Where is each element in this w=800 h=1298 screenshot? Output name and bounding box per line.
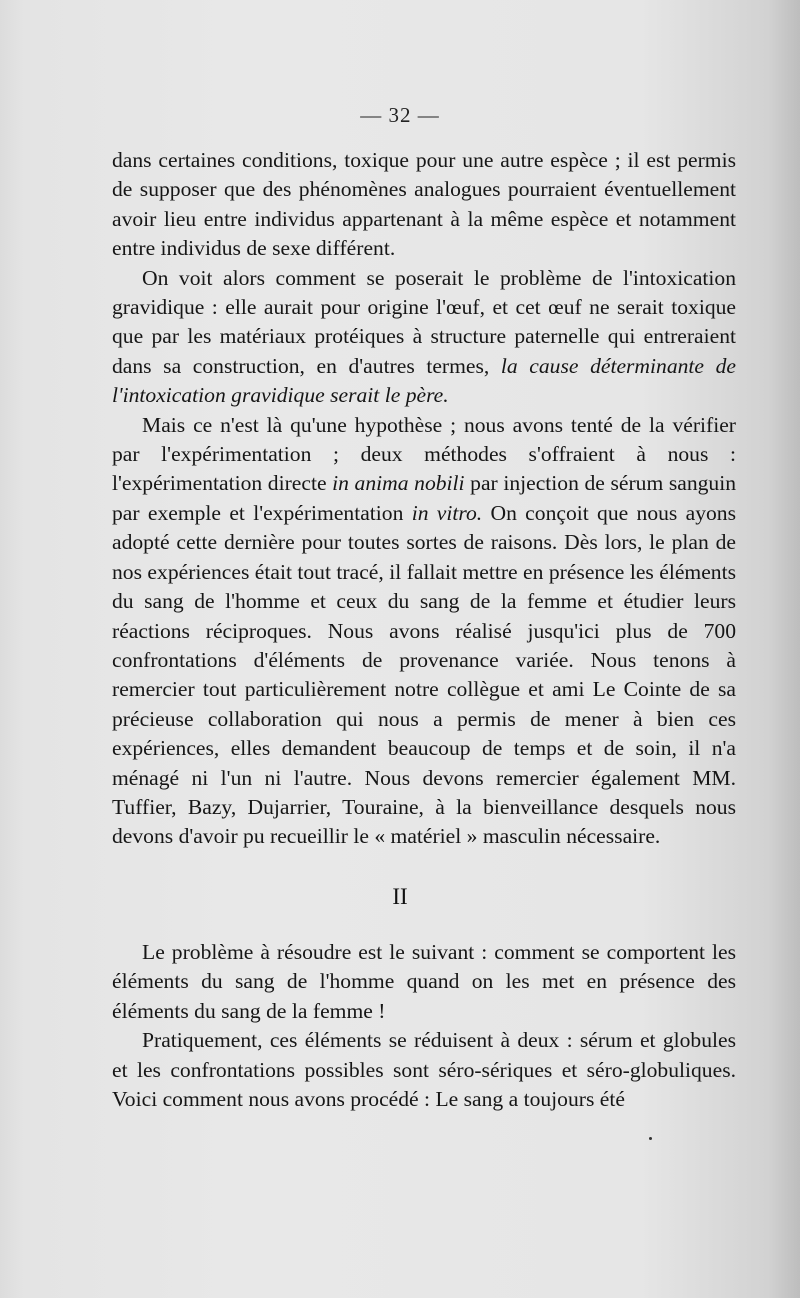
text-block-upper bbox=[112, 146, 736, 852]
section-heading: II bbox=[392, 884, 408, 909]
paragraph-3-text-c: On conçoit que nous ayons adopté cette dernière pour toutes sortes de raisons. Dès lors, le plan de nos expériences était tout tracé, il fallait mettre en présence les éléments du sang de l'homme et ceux du sang de la femme et étudier leurs réactions réciproques. Nous avons réalisé jusqu'ici plus de 700 confrontations d'éléments de provenance variée. Nous tenons à remercier tout particulièrement notre collègue et ami Le Cointe de sa précieuse collaboration qui nous a permis de mener à bien ces expériences, elles demandent beaucoup de temps et de soin, il n'a ménagé ni l'un ni l'autre. Nous devons remercier également MM. Tuffier, Bazy, Dujarrier, Touraine, à la bienveillance desquels nous devons d'avoir pu recueillir le « matériel » masculin nécessaire. bbox=[112, 500, 736, 849]
paragraph-3-text-b: par injection de sérum sanguin par exemple et l'expérimentation bbox=[112, 471, 737, 525]
paragraph-3 bbox=[112, 411, 736, 852]
page-number: — 32 — bbox=[360, 103, 440, 127]
paragraph-4: Le problème à résoudre est le suivant : comment se comportent les éléments du sang de l'homme quand on les met en présence des éléments du sang de la femme ! bbox=[112, 940, 736, 1023]
paragraph-3-italic-b: in vitro. bbox=[411, 500, 483, 525]
paragraph-2-text: On voit alors comment se poserait le problème de l'intoxication gravidique : elle aurait pour origine l'œuf, et cet œuf ne serait toxique que par les matériaux protéiques à structure paternelle qui entreraient dans sa construction, en d'autres termes, bbox=[112, 265, 736, 378]
paragraph-3-text-a: Mais ce n'est là qu'une hypothèse ; nous avons tenté de la vérifier par l'expérimentation ; deux méthodes s'offraient à nous : l'expérimentation directe bbox=[112, 412, 736, 496]
paragraph-3-italic-a: in anima nobili bbox=[332, 471, 465, 496]
paragraph-2-italic: la cause déterminante de l'intoxication gravidique serait le père. bbox=[112, 353, 736, 408]
ink-speck bbox=[649, 1137, 652, 1140]
text-block-lower bbox=[112, 938, 736, 1114]
paragraph-2 bbox=[112, 264, 736, 411]
paragraph-5: Pratiquement, ces éléments se réduisent à deux : sérum et globules et les confrontations possibles sont séro-sériques et séro-globuliques. Voici comment nous avons procédé : Le sang a toujours été bbox=[112, 1028, 736, 1112]
paragraph-1: dans certaines conditions, toxique pour une autre espèce ; il est permis de supposer que des phénomènes analogues pourraient éventuellement avoir lieu entre individus appartenant à la même espèce et notamment entre individus de sexe différent. bbox=[112, 148, 736, 261]
